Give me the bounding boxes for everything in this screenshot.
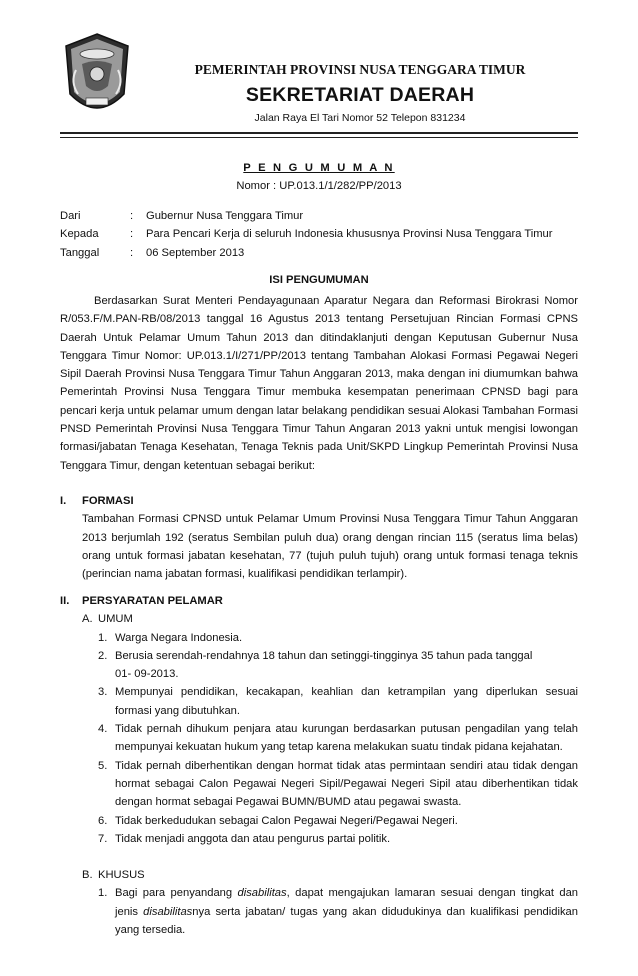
subsection-marker: A. xyxy=(82,613,93,626)
item-text: Berusia serendah-rendahnya 18 tahun dan setinggi-tingginya 35 tahun pada tanggal xyxy=(115,649,533,662)
item-number: 6. xyxy=(98,814,108,827)
content-heading: ISI PENGUMUMAN xyxy=(269,274,369,286)
subsection-umum xyxy=(82,610,578,628)
subsection-title: UMUM xyxy=(98,613,133,626)
document-metadata xyxy=(60,207,578,262)
document-number: Nomor : UP.013.1/1/282/PP/2013 xyxy=(236,180,402,192)
government-name: PEMERINTAH PROVINSI NUSA TENGGARA TIMUR xyxy=(194,62,526,77)
item-text: Warga Negara Indonesia. xyxy=(115,631,243,644)
item-number: 4. xyxy=(98,723,108,736)
subsection-khusus xyxy=(82,866,578,884)
item-text-italic: disabilitas xyxy=(237,887,287,900)
office-address: Jalan Raya El Tari Nomor 52 Telepon 831234 xyxy=(254,112,466,124)
office-name: SEKRETARIAT DAERAH xyxy=(245,84,475,106)
item-number: 2. xyxy=(98,649,108,662)
meta-key: Tanggal xyxy=(60,246,100,259)
meta-row-to xyxy=(60,225,578,243)
section-formasi xyxy=(60,492,578,583)
list-item xyxy=(98,812,578,830)
item-number: 5. xyxy=(98,759,108,772)
header-rule-thin xyxy=(60,137,578,138)
list-item xyxy=(98,720,578,757)
section-text: Tambahan Formasi CPNSD untuk Pelamar Umum Provinsi Nusa Tenggara Timur Tahun Anggaran 2013 berjumlah 192 (seratus Sembilan puluh dua) orang dengan rincian 115 (seratus lima belas) orang untuk formasi jabatan kesehatan, 77 (tujuh puluh tujuh) orang untuk formasi tenaga teknis (perincian nama jabatan formasi, kualifikasi pendidikan terlampir). xyxy=(82,513,578,581)
list-item xyxy=(98,629,578,647)
meta-value: Para Pencari Kerja di seluruh Indonesia khususnya Provinsi Nusa Tenggara Timur xyxy=(146,228,553,241)
intro-paragraph: Berdasarkan Surat Menteri Pendayagunaan Aparatur Negara dan Reformasi Birokrasi Nomor R/053.F/M.PAN-RB/08/2013 tanggal 16 Agustus 2013 tentang Persetujuan Rincian Formasi CPNS Daerah Untuk Pelamar Umum Tahun 2013 dan ditindaklanjuti dengan Keputusan Gubernur Nusa Tenggara Timur Nomor: UP.013.1/I/271/PP/2013 tentang Tambahan Alokasi Formasi Pegawai Negeri Sipil Daerah Provinsi Nusa Tenggara Timur Tahun Anggaran 2013, maka dengan ini diumumkan bahwa Pemerintah Provinsi Nusa Tenggara Timur membuka kesempatan penerimaan CPNSD bagi para pencari kerja untuk pelamar umum dengan latar belakang pendidikan sesuai Alokasi Tambahan Formasi PNSD Pemerintah Provinsi Nusa Tenggara Timur Tahun Angaran 2013 yakni untuk mengisi lowongan formasi/jabatan Tenaga Kesehatan, Tenaga Teknis pada Unit/SKPD Lingkup Pemerintah Provinsi Nusa Tenggara Timur, dengan ketentuan sebagai berikut: xyxy=(60,295,578,472)
item-text: Tidak pernah diberhentikan dengan hormat tidak atas permintaan sendiri atau tidak dengan hormat sebagai Calon Pegawai Negeri Sipil/Pegawai Negeri Sipil atau diberhentikan tidak dengan hormat sebagai Pegawai BUMN/BUMD atau pegawai swasta. xyxy=(115,759,578,809)
meta-value: Gubernur Nusa Tenggara Timur xyxy=(146,210,304,222)
item-number: 1. xyxy=(98,631,108,644)
section-persyaratan xyxy=(60,592,578,939)
list-item xyxy=(98,757,578,812)
section-number: I. xyxy=(60,495,67,507)
khusus-list xyxy=(98,884,578,939)
meta-colon: : xyxy=(130,246,134,259)
item-text: Tidak menjadi anggota dan atau pengurus partai politik. xyxy=(115,832,391,845)
section-heading: PERSYARATAN PELAMAR xyxy=(82,595,223,607)
meta-row-date xyxy=(60,244,578,262)
list-item xyxy=(98,683,578,720)
meta-key: Kepada xyxy=(60,228,99,241)
item-text-italic: disabilitas xyxy=(143,905,193,918)
item-text: Mempunyai pendidikan, kecakapan, keahlian dan ketrampilan yang diperlukan sesuai formasi yang dibutuhkan. xyxy=(115,686,578,717)
subsection-label xyxy=(82,610,578,628)
emblem-shield-icon xyxy=(62,30,132,126)
item-number: 3. xyxy=(98,686,108,699)
item-number: 1. xyxy=(98,887,108,900)
subsection-marker: B. xyxy=(82,869,93,882)
meta-value: 06 September 2013 xyxy=(146,246,245,259)
intro-section xyxy=(60,292,578,475)
item-text: Tidak berkedudukan sebagai Calon Pegawai Negeri/Pegawai Negeri. xyxy=(115,814,458,827)
section-number: II. xyxy=(60,595,70,607)
provincial-emblem xyxy=(62,30,132,126)
list-item xyxy=(98,884,578,939)
meta-colon: : xyxy=(130,210,134,222)
item-text: Tidak pernah dihukum penjara atau kurungan berdasarkan putusan pengadilan yang telah mempunyai kekuatan hukum yang tetap karena melakukan suatu tindak pidana kejahatan. xyxy=(115,723,578,754)
item-text-part: nya serta jabatan/ tugas yang akan didudukinya dan kualifikasi pendidikan yang tersedia. xyxy=(115,905,578,937)
item-text-part: Bagi para penyandang xyxy=(115,887,238,900)
umum-list xyxy=(98,629,578,849)
item-date: 01- 09-2013. xyxy=(115,668,179,681)
subsection-label xyxy=(82,866,578,884)
header-rule-thick xyxy=(60,132,578,134)
item-number: 7. xyxy=(98,832,108,845)
list-item xyxy=(98,830,578,848)
document-title: P E N G U M U M A N xyxy=(243,162,395,174)
meta-row-from xyxy=(60,207,578,225)
section-heading: FORMASI xyxy=(82,495,134,507)
item-text-part: , dapat mengajukan lamaran sesuai dengan tingkat dan jenis xyxy=(115,887,579,918)
meta-key: Dari xyxy=(60,210,81,222)
meta-colon: : xyxy=(130,228,134,241)
subsection-title: KHUSUS xyxy=(98,869,145,882)
list-item xyxy=(98,647,578,684)
